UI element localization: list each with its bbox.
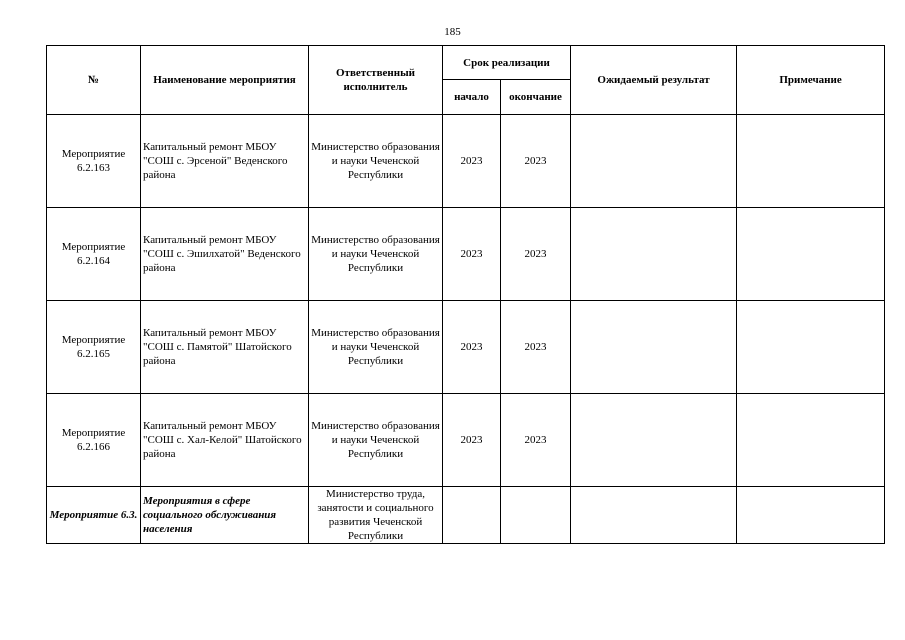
row-result [571, 394, 737, 487]
row-end: 2023 [501, 301, 571, 394]
header-responsible: Ответственный исполнитель [309, 46, 443, 115]
row-start: 2023 [443, 394, 501, 487]
row-name: Капитальный ремонт МБОУ "СОШ с. Памятой" Шатойского района [141, 301, 309, 394]
row-name: Капитальный ремонт МБОУ "СОШ с. Эшилхатой" Веденского района [141, 208, 309, 301]
row-responsible: Министерство образования и науки Чеченской Республики [309, 115, 443, 208]
row-end: 2023 [501, 208, 571, 301]
row-name: Мероприятия в сфере социального обслуживания населения [141, 487, 309, 544]
header-end: окончание [501, 80, 571, 115]
header-note: Примечание [737, 46, 885, 115]
row-note [737, 301, 885, 394]
row-name: Капитальный ремонт МБОУ "СОШ с. Хал-Келой" Шатойского района [141, 394, 309, 487]
row-result [571, 301, 737, 394]
row-result [571, 115, 737, 208]
row-id: Мероприятие 6.2.165 [47, 301, 141, 394]
table-row [47, 115, 885, 208]
row-id: Мероприятие 6.2.166 [47, 394, 141, 487]
header-number: № [47, 46, 141, 115]
header-row [47, 46, 885, 80]
header-name: Наименование мероприятия [141, 46, 309, 115]
row-responsible: Министерство образования и науки Чеченской Республики [309, 208, 443, 301]
row-result [571, 208, 737, 301]
row-name: Капитальный ремонт МБОУ "СОШ с. Эрсеной" Веденского района [141, 115, 309, 208]
row-end [501, 487, 571, 544]
row-start: 2023 [443, 115, 501, 208]
row-note [737, 115, 885, 208]
table-row [47, 487, 885, 544]
row-note [737, 208, 885, 301]
table-row [47, 394, 885, 487]
row-end: 2023 [501, 115, 571, 208]
row-id: Мероприятие 6.3. [47, 487, 141, 544]
table-row [47, 208, 885, 301]
row-start [443, 487, 501, 544]
row-responsible: Министерство образования и науки Чеченской Республики [309, 394, 443, 487]
row-start: 2023 [443, 208, 501, 301]
header-start: начало [443, 80, 501, 115]
row-id: Мероприятие 6.2.163 [47, 115, 141, 208]
row-note [737, 394, 885, 487]
header-result: Ожидаемый результат [571, 46, 737, 115]
row-responsible: Министерство труда, занятости и социального развития Чеченской Республики [309, 487, 443, 544]
row-responsible: Министерство образования и науки Чеченской Республики [309, 301, 443, 394]
row-end: 2023 [501, 394, 571, 487]
activities-table [46, 45, 885, 544]
row-start: 2023 [443, 301, 501, 394]
table-row [47, 301, 885, 394]
row-note [737, 487, 885, 544]
page-number: 185 [444, 26, 461, 38]
row-result [571, 487, 737, 544]
header-period: Срок реализации [443, 46, 571, 80]
row-id: Мероприятие 6.2.164 [47, 208, 141, 301]
